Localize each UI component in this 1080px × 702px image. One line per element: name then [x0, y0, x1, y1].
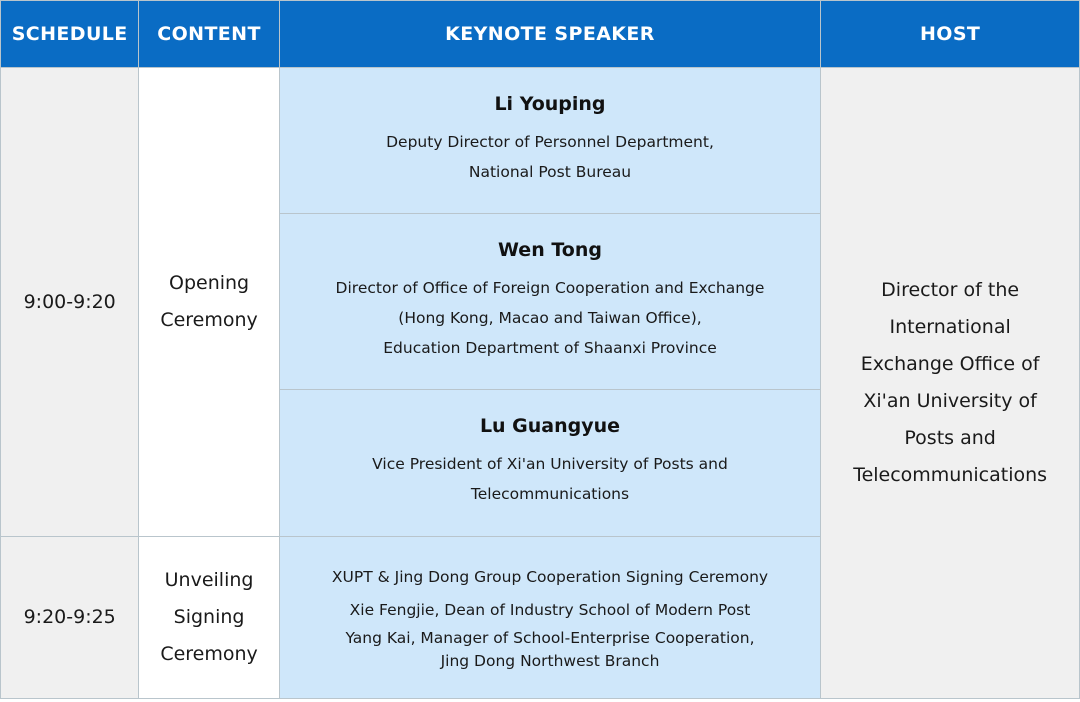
header-host: HOST: [821, 1, 1080, 68]
host-line: Exchange Office of: [860, 353, 1040, 376]
event-line: Yang Kai, Manager of School-Enterprise Cooperation,: [345, 629, 755, 648]
table-row: [1, 68, 1080, 214]
schedule-cell-row2: 9:20-9:25: [1, 536, 139, 699]
table-header: [1, 1, 1080, 68]
content-cell-row2: [139, 536, 279, 699]
keynote-block: [290, 402, 811, 523]
header-row: [1, 1, 1080, 68]
host-line: International: [889, 315, 1011, 338]
speaker-name: Wen Tong: [498, 239, 602, 262]
content-cell-row1: [139, 68, 279, 537]
host-line: Telecommunications: [853, 464, 1048, 487]
speaker-name: Li Youping: [494, 93, 606, 115]
keynote-cell-speaker-2: [279, 214, 821, 390]
keynote-cell-speaker-1: [279, 68, 821, 214]
header-content: CONTENT: [139, 1, 279, 68]
keynote-cell-events: [279, 536, 821, 699]
speaker-detail-line: (Hong Kong, Macao and Taiwan Office),: [398, 309, 702, 328]
host-line: Director of the: [881, 278, 1020, 301]
header-keynote-speaker: KEYNOTE SPEAKER: [279, 1, 821, 68]
event-line: XUPT & Jing Dong Group Cooperation Signing Ceremony: [331, 567, 769, 586]
event-line: Jing Dong Northwest Branch: [440, 651, 660, 670]
content-line: Signing: [173, 605, 245, 628]
content-line: Unveiling: [164, 568, 254, 591]
speaker-detail-line: Vice President of Xi'an University of Posts and: [372, 455, 728, 474]
host-cell: [821, 68, 1080, 699]
keynote-block: [290, 549, 811, 687]
event-line: Xie Fengjie, Dean of Industry School of Modern Post: [349, 600, 751, 619]
content-line: Ceremony: [160, 642, 258, 665]
speaker-detail-line: Director of Office of Foreign Cooperation and Exchange: [335, 278, 765, 297]
host-line: Posts and: [904, 427, 996, 450]
keynote-cell-speaker-3: [279, 390, 821, 536]
schedule-cell-row1: 9:00-9:20: [1, 68, 139, 537]
keynote-block: [290, 80, 811, 201]
host-line: Xi'an University of: [863, 390, 1037, 413]
speaker-detail-line: Telecommunications: [470, 485, 630, 504]
header-schedule: SCHEDULE: [1, 1, 139, 68]
speaker-detail-line: National Post Bureau: [468, 162, 632, 181]
speaker-detail-line: Deputy Director of Personnel Department,: [386, 132, 714, 151]
speaker-detail-line: Education Department of Shaanxi Province: [383, 339, 717, 358]
speaker-name: Lu Guangyue: [479, 415, 621, 438]
keynote-block: [290, 226, 811, 377]
table-body: [1, 68, 1080, 699]
content-line: Ceremony: [160, 308, 258, 331]
content-line: Opening: [168, 271, 250, 294]
